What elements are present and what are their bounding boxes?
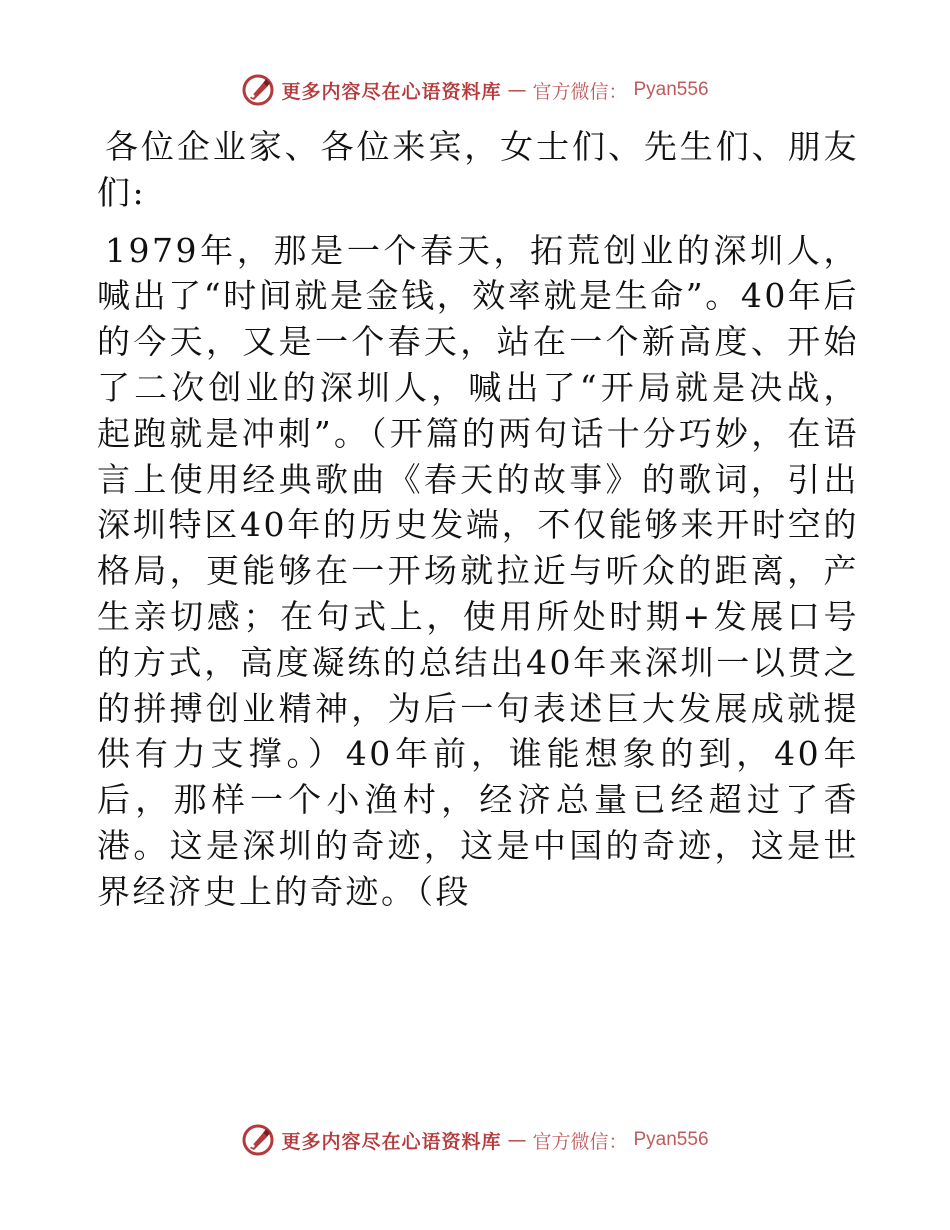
fountain-pen-logo-icon [241,73,275,107]
header-watermark [0,70,950,110]
watermark-dash: — [507,79,527,101]
watermark-official-label: 官方微信： [532,80,628,103]
body-paragraph: 1979年，那是一个春天，拓荒创业的深圳人，喊出了“时间就是金钱，效率就是生命”。40年后的今天，又是一个春天，站在一个新高度、开始了二次创业的深圳人，喊出了“开局就是决战，起跑就是冲刺”。（开篇的两句话十分巧妙，在语言上使用经典歌曲《春天的故事》的歌词，引出深圳特区40年的历史发端，不仅能够来开时空的格局，更能够在一开场就拉近与听众的距离，产生亲切感；在句式上，使用所处时期+发展口号的方式，高度凝练的总结出40年来深圳一以贯之的拼搏创业精神，为后一句表述巨大发展成就提供有力支撑。）40年前，谁能想象的到，40年后，那样一个小渔村，经济总量已经超过了香港。这是深圳的奇迹，这是中国的奇迹，这是世界经济史上的奇迹。（段 [97,230,859,911]
watermark-text: 更多内容尽在心语资料库 [281,80,502,103]
watermark-text: 更多内容尽在心语资料库 [281,1130,502,1153]
fountain-pen-logo-icon [241,1123,275,1157]
watermark-banner [241,1123,708,1157]
watermark-account: Pyan556 [633,79,709,100]
watermark-dash: — [507,1129,527,1151]
watermark-banner [241,73,708,107]
salutation-paragraph: 各位企业家、各位来宾，女士们、先生们、朋友们: [97,127,859,212]
watermark-account: Pyan556 [633,1129,709,1150]
watermark-official-label: 官方微信： [532,1130,628,1153]
document-body [97,124,859,915]
footer-watermark [0,1120,950,1160]
